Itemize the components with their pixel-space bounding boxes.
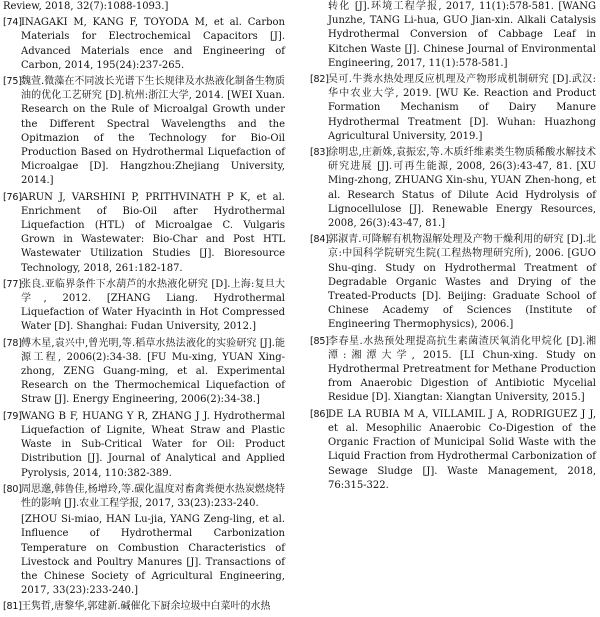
reference-text: INAGAKI M, KANG F, TOYODA M, et al. Carbon Materials for Electrochemical Capacitors [J]. Advanced Materials ence and Engineering of Carbon, 2014, 195(24):237-265.	[21, 17, 285, 71]
reference-continuation: Review, 2018, 32(7):1088-1093.]	[3, 1, 169, 12]
reference-text: DE LA RUBIA M A, VILLAMIL J A, RODRIGUEZ J J, et al. Mesophilic Anaerobic Co-Digestion of the Organic Fraction of Municipal Solid Waste with the Liquid Fraction from Hydrothermal Carbonization of Sewage Sludge [J]. Waste Management, 2018, 76:315-322.	[328, 408, 596, 491]
reference-text: 王隽哲,唐黎华,郭建新.碱催化下厨余垃圾中白菜叶的水热	[21, 601, 271, 613]
reference-number: [78]	[3, 337, 22, 349]
reference-text: 李春星.水热预处理提高抗生素菌渣厌氧消化甲烷化 [D].湘潭:湘潭大学, 2015. [LI Chun-xing. Study on Hydrothermal Pretreatment for Methane Production from Anaerobic Digestion of Antibiotic Mycelial Residue [D]. Xiangtan: Xiangtan University, 2015.]	[328, 335, 596, 404]
right-column	[310, 0, 596, 495]
reference-82	[310, 73, 596, 144]
reference-86	[310, 408, 596, 493]
reference-text: 魏萱.微藻在不同波长光谱下生长规律及水热液化制备生物质油的优化工艺研究 [D].杭州:浙江大学, 2014. [WEI Xuan. Research on the Rule of Microalgal Growth under the Different Spectral Wavelengths and the Opitmazion of the Technology for Bio-Oil Production Based on Hydrothermal Liquefaction of Microalgae [D]. Hangzhou:Zhejiang University, 2014.]	[21, 76, 285, 187]
reference-number: [81]	[3, 601, 22, 613]
reference-77	[3, 278, 285, 335]
reference-number: [84]	[310, 234, 329, 246]
reference-81	[3, 600, 285, 614]
reference-84	[310, 233, 596, 332]
reference-76	[3, 191, 285, 276]
reference-number: [74]	[3, 17, 22, 29]
reference-80	[3, 483, 285, 511]
reference-number: [75]	[3, 76, 22, 88]
reference-text: 傅木星,袁兴中,曾光明,等.稻草水热法液化的实验研究 [J].能源工程, 2006(2):34-38. [FU Mu-xing, YUAN Xing-zhong, ZENG Guang-ming, et al. Experimental Research on the Thermochemical Liquefaction of Straw [J]. Energy Engineering, 2006(2):34-38.]	[21, 337, 285, 406]
reference-text: ARUN J, VARSHINI P, PRITHVINATH P K, et al. Enrichment of Bio-Oil after Hydrothermal Liquefaction (HTL) of Microalgae C. Vulgaris Grown in Wastewater: Bio-Char and Post HTL Wastewater Utilization Studies [J]. Bioresource Technology, 2018, 261:182-187.	[21, 191, 285, 274]
reference-74	[3, 16, 285, 73]
reference-number: [85]	[310, 335, 329, 347]
reference-number: [80]	[3, 483, 22, 495]
reference-text: 周思邈,韩鲁佳,杨增玲,等.碳化温度对畜禽粪便水热炭燃烧特性的影响 [J].农业工程学报, 2017, 33(23):233-240.	[21, 483, 285, 509]
reference-75	[3, 75, 285, 189]
reference-number: [83]	[310, 147, 329, 159]
reference-number: [82]	[310, 74, 329, 86]
reference-83	[310, 146, 596, 231]
reference-number: [79]	[3, 410, 22, 422]
reference-number: [77]	[3, 278, 22, 290]
reference-number: [86]	[310, 408, 329, 420]
reference-text: WANG B F, HUANG Y R, ZHANG J J. Hydrothermal Liquefaction of Lignite, Wheat Straw and Plastic Waste in Sub-Critical Water for Oil: Product Distribution [J]. Journal of Analytical and Applied Pyrolysis, 2014, 110:382-389.	[21, 410, 285, 479]
reference-text: 郭淑青.可降解有机物湿解处理及产物干燥利用的研究 [D].北京:中国科学院研究生院(工程热物理研究所), 2006. [GUO Shu-qing. Study on Hydrothermal Treatment of Degradable Organic Wastes and Drying of the Treated-Products [D]. Beijing: Graduate School of Chinese Academy of Sciences (Institute of Engineering Thermophysics), 2006.]	[328, 234, 596, 331]
reference-text: 张良.亚临界条件下水葫芦的水热液化研究 [D].上海:复旦大学, 2012. [ZHANG Liang. Hydrothermal Liquefaction of Water Hyacinth in Hot Compressed Water [D]. Shanghai: Fudan University, 2012.]	[21, 278, 285, 333]
left-column	[3, 0, 285, 617]
reference-text: 徐明忠,庄新姝,袁振宏,等.木质纤维素类生物质稀酸水解技术研究进展 [J].可再生能源, 2008, 26(3):43-47, 81. [XU Ming-zhong, ZHUANG Xin-shu, YUAN Zhen-hong, et al. Research Status of Dilute Acid Hydrolysis of Lignocellulose [J]. Renewable Energy Resources, 2008, 26(3):43-47, 81.]	[328, 147, 596, 230]
reference-81-continuation: 转化 [J].环境工程学报, 2017, 11(1):578-581. [WANG Junzhe, TANG Li-hua, GUO Jian-xin. Alkali Catalysis Hydrothermal Conversion of Cabbage Leaf in Kitchen Waste [J]. Chinese Journal of Environmental Engineering, 2017, 11(1):578-581.]	[328, 1, 596, 69]
reference-85	[310, 335, 596, 406]
reference-80-translation: [ZHOU Si-miao, HAN Lu-jia, YANG Zeng-ling, et al. Influence of Hydrothermal Carbonization Temperature on Combustion Characteristics of Livestock and Poultry Manures [J]. Transactions of the Chinese Society of Agricultural Engineering, 2017, 33(23):233-240.]	[21, 514, 285, 597]
reference-78	[3, 337, 285, 408]
reference-text: 吴可.牛粪水热处理反应机理及产物形成机制研究 [D].武汉:华中农业大学, 2019. [WU Ke. Reaction and Product Formation Mechanism of Dairy Manure Hydrothermal Treatment [D]. Wuhan: Huazhong Agricultural University, 2019.]	[328, 74, 596, 142]
reference-79	[3, 410, 285, 481]
reference-number: [76]	[3, 191, 22, 203]
